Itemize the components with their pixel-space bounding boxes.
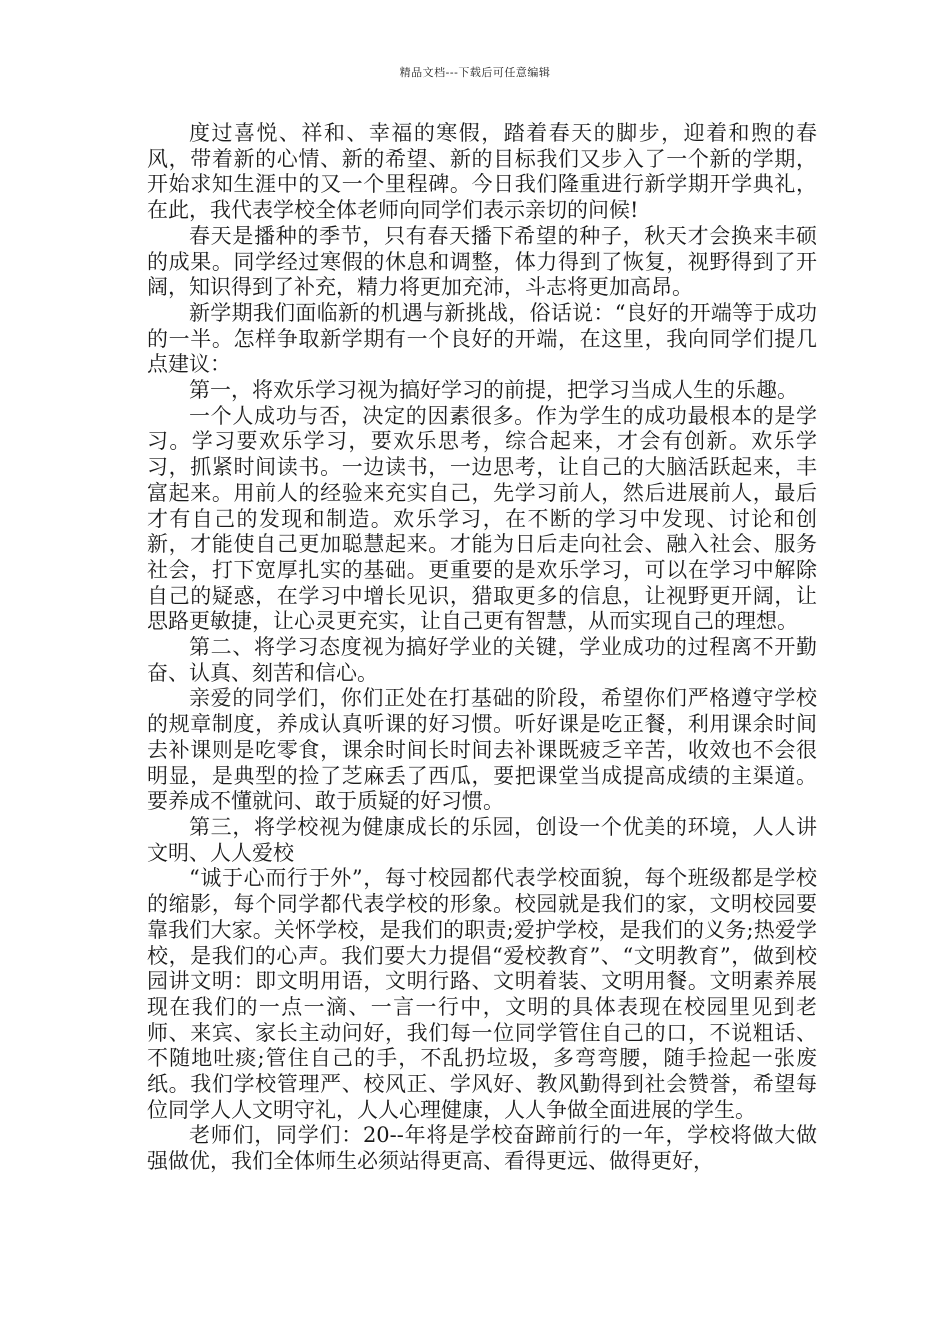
paragraph-new-semester: 新学期我们面临新的机遇与新挑战，俗话说：“良好的开端等于成功的一半。怎样争取新学期有一个良好的开端，在这里，我向同学们提几点建议： xyxy=(147,300,817,377)
paragraph-winter-vacation: 度过喜悦、祥和、幸福的寒假，踏着春天的脚步，迎着和煦的春风，带着新的心情、新的希望、新的目标我们又步入了一个新的学期，开始求知生涯中的又一个里程碑。今日我们隆重进行新学期开学典礼，在此，我代表学校全体老师向同学们表示亲切的问候! xyxy=(147,121,817,223)
paragraph-dear-students: 亲爱的同学们，你们正处在打基础的阶段，希望你们严格遵守学校的规章制度，养成认真听课的好习惯。听好课是吃正餐，利用课余时间去补课则是吃零食，课余时间长时间去补课既疲乏辛苦，收效也不会很明显，是典型的捡了芝麻丢了西瓜，要把课堂当成提高成绩的主渠道。要养成不懂就问、敢于质疑的好习惯。 xyxy=(147,686,817,814)
page-header: 精品文档---下载后可任意编辑 xyxy=(399,66,551,79)
paragraph-suggestion-two: 第二、将学习态度视为搞好学业的关键，学业成功的过程离不开勤奋、认真、刻苦和信心。 xyxy=(147,635,817,685)
paragraph-closing: 老师们，同学们：20--年将是学校奋蹄前行的一年，学校将做大做强做优，我们全体师生必须站得更高、看得更远、做得更好， xyxy=(147,1123,817,1174)
document-body xyxy=(147,121,817,1175)
paragraph-suggestion-one: 第一，将欢乐学习视为搞好学习的前提，把学习当成人生的乐趣。 xyxy=(189,378,798,403)
paragraph-suggestion-three: 第三，将学校视为健康成长的乐园，创设一个优美的环境，人人讲文明、人人爱校 xyxy=(147,814,817,865)
paragraph-spring-sowing: 春天是播种的季节，只有春天播下希望的种子，秋天才会换来丰硕的成果。同学经过寒假的休息和调整，体力得到了恢复，视野得到了开阔，知识得到了补充，精力将更加充沛，斗志将更加高昂。 xyxy=(147,223,817,300)
paragraph-happy-learning: 一个人成功与否，决定的因素很多。作为学生的成功最根本的是学习。学习要欢乐学习，要欢乐思考，综合起来，才会有创新。欢乐学习，抓紧时间读书。一边读书，一边思考，让自己的大脑活跃起来，丰富起来。用前人的经验来充实自己，先学习前人，然后进展前人，最后才有自己的发现和制造。欢乐学习，在不断的学习中发现、讨论和创新，才能使自己更加聪慧起来。才能为日后走向社会、融入社会、服务社会，打下宽厚扎实的基础。更重要的是欢乐学习，可以在学习中解除自己的疑惑，在学习中增长见识，猎取更多的信息，让视野更开阔，让思路更敏捷，让心灵更充实，让自己更有智慧，从而实现自己的理想。 xyxy=(147,403,817,634)
paragraph-civilized-campus: “诚于心而行于外”，每寸校园都代表学校面貌，每个班级都是学校的缩影，每个同学都代表学校的形象。校园就是我们的家，文明校园要靠我们大家。关怀学校，是我们的职责;爱护学校，是我们的义务;热爱学校，是我们的心声。我们要大力提倡“爱校教育”、“文明教育”，做到校园讲文明：即文明用语，文明行路、文明着装、文明用餐。文明素养展现在我们的一点一滴、一言一行中，文明的具体表现在校园里见到老师、来宾、家长主动问好，我们每一位同学管住自己的口，不说粗话、不随地吐痰;管住自己的手，不乱扔垃圾，多弯弯腰，随手捡起一张废纸。我们学校管理严、校风正、学风好、教风勤得到社会赞誉，希望每位同学人人文明守礼，人人心理健康，人人争做全面进展的学生。 xyxy=(147,866,817,1122)
